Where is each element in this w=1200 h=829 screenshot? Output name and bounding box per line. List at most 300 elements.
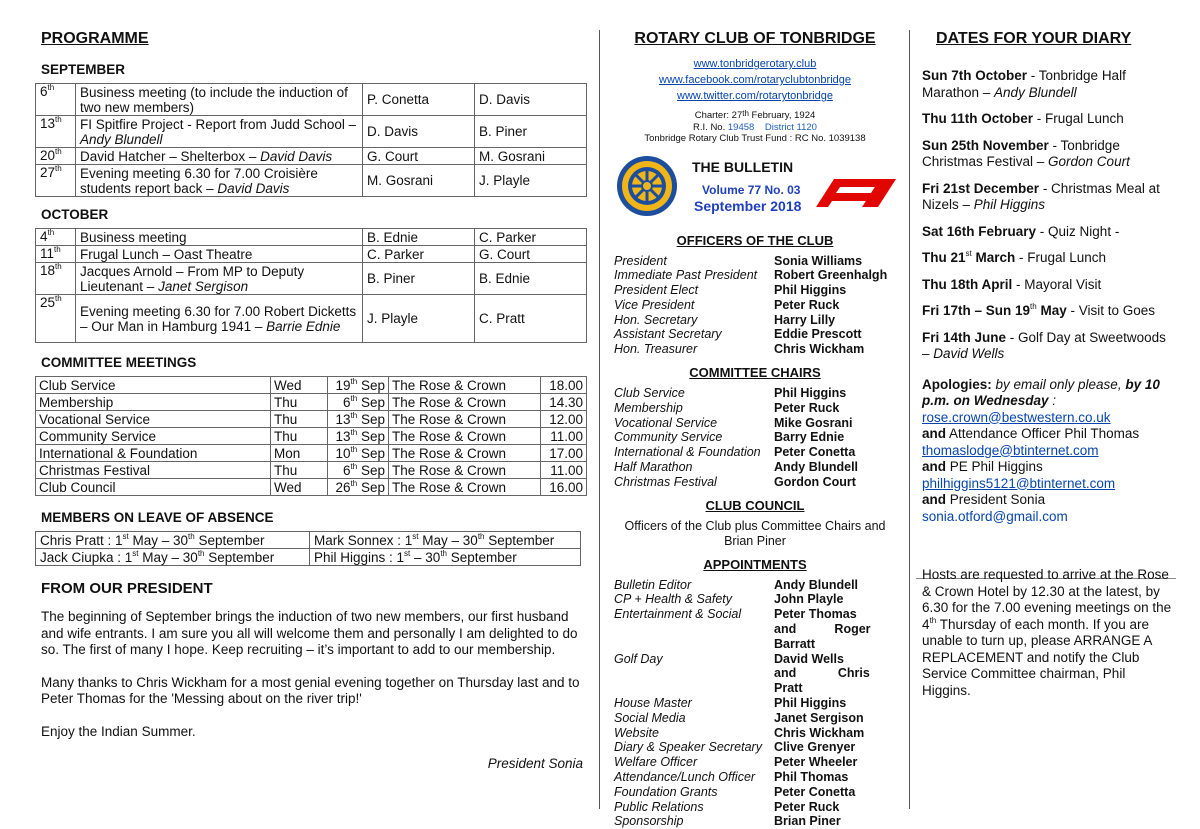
- table-row: [36, 549, 581, 566]
- leave-text: May – 30: [128, 532, 189, 548]
- event-cell: [76, 84, 363, 116]
- event-cell: [76, 263, 363, 295]
- meeting-venue: The Rose & Crown: [389, 479, 541, 496]
- diary-date: Sat 16th February: [922, 223, 1037, 239]
- table-row: [612, 342, 898, 357]
- trust-fund: Tonbridge Rotary Club Trust Fund : RC No. 1039138: [644, 133, 866, 144]
- leave-sup: st: [412, 531, 419, 541]
- person-name: Peter Ruck: [774, 400, 840, 415]
- diary-date: May: [1036, 303, 1067, 318]
- committee-name: Vocational Service: [36, 411, 271, 428]
- committee-name: Christmas Festival: [36, 462, 271, 479]
- role-label: Vocational Service: [614, 415, 718, 430]
- member-cell: M. Gosrani: [363, 165, 475, 197]
- leave-text: September: [204, 549, 275, 565]
- date-suffix: th: [350, 410, 358, 420]
- diary-text: - Tonbridge Half Marathon –: [922, 68, 1126, 100]
- date-suffix: th: [350, 427, 358, 437]
- role-label: Club Service: [614, 386, 685, 401]
- diary-date-sup: st: [965, 249, 972, 258]
- table-row: [36, 295, 587, 343]
- member-cell: C. Pratt: [475, 295, 587, 343]
- leave-sup: th: [188, 531, 195, 541]
- date-number: 26: [335, 479, 351, 495]
- member-cell: D. Davis: [363, 116, 475, 148]
- diary-person: Gordon Court: [1048, 154, 1130, 169]
- meeting-time: 12.00: [541, 411, 587, 428]
- table-row: [36, 479, 587, 496]
- table-row: [36, 84, 587, 116]
- date-cell: [36, 246, 76, 263]
- table-row: [36, 116, 587, 148]
- diary-text: - Visit to Goes: [1066, 303, 1156, 318]
- meeting-venue: The Rose & Crown: [389, 428, 541, 445]
- meeting-time: 18.00: [541, 377, 587, 394]
- person-name: Peter Ruck: [774, 799, 840, 814]
- leave-entry: [310, 549, 581, 566]
- table-row: [612, 386, 898, 401]
- person-name: Sonia Williams: [774, 253, 863, 268]
- ri-label: R.I. No.: [693, 121, 726, 133]
- club-title: ROTARY CLUB OF TONBRIDGE: [634, 30, 876, 47]
- charter-sup: th: [742, 109, 749, 118]
- table-row: [36, 377, 587, 394]
- leave-text: September: [484, 532, 555, 548]
- ri-number: 19458: [727, 121, 755, 133]
- person-name: Peter Thomas and Roger Barratt: [774, 607, 871, 651]
- day-suffix: th: [55, 262, 62, 271]
- diary-date: Fri 14th June: [922, 329, 1007, 345]
- email-text[interactable]: sonia.otford@gmail.com: [922, 508, 1068, 524]
- role-label: House Master: [614, 696, 692, 711]
- person-name: Peter Conetta: [774, 445, 856, 460]
- date-suffix: th: [350, 393, 358, 403]
- appointments-heading: APPOINTMENTS: [703, 556, 807, 572]
- event-text: Frugal Lunch – Oast Theatre: [80, 246, 253, 262]
- leave-sup: st: [122, 531, 129, 541]
- date-cell: [36, 116, 76, 148]
- date-month: Sep: [357, 462, 385, 478]
- table-row: [612, 445, 898, 460]
- event-cell: [76, 246, 363, 263]
- event-cell: [76, 295, 363, 343]
- member-cell: G. Court: [475, 246, 587, 263]
- day-suffix: th: [54, 245, 61, 254]
- club-council-heading: CLUB COUNCIL: [705, 497, 805, 513]
- day-number: 4: [40, 229, 48, 244]
- table-row: [36, 428, 587, 445]
- day-suffix: th: [55, 115, 62, 124]
- hosts-text: Thursday of each month. If you are unable to turn up, please ARRANGE A REPLACEMENT and notify the Club Service Committee chairman, Phil Higgins.: [922, 616, 1152, 698]
- person-name: Brian Piner: [774, 814, 841, 829]
- event-text: Evening meeting 6.30 for 7.00 Robert Dicketts – Our Man in Hamburg 1941 –: [80, 303, 357, 334]
- role-label: Community Service: [614, 430, 723, 445]
- role-label: Public Relations: [614, 799, 704, 814]
- charter-text: February, 1924: [748, 110, 816, 121]
- meeting-day: Mon: [271, 445, 328, 462]
- meeting-venue: The Rose & Crown: [389, 462, 541, 479]
- role-label: Christmas Festival: [614, 474, 717, 489]
- apologies-label: Apologies:: [922, 376, 992, 392]
- table-row: [612, 755, 898, 770]
- email-link[interactable]: thomaslodge@btinternet.com: [922, 442, 1099, 458]
- committee-name: Community Service: [36, 428, 271, 445]
- meeting-day: Thu: [271, 394, 328, 411]
- role-label: Website: [614, 725, 659, 740]
- committee-chairs-table: [612, 386, 898, 490]
- event-cell: [76, 116, 363, 148]
- person-name: Phil Higgins: [774, 696, 847, 711]
- table-row: [612, 800, 898, 815]
- member-cell: C. Parker: [363, 246, 475, 263]
- person-name: Phil Higgins: [774, 283, 847, 298]
- leave-text: Jack Ciupka : 1: [40, 549, 133, 565]
- committee-chairs-heading: COMMITTEE CHAIRS: [689, 365, 821, 381]
- rotary-wheel-logo-icon: [616, 155, 678, 217]
- committee-name: Club Council: [36, 479, 271, 496]
- speaker-name: David Davis: [260, 148, 333, 164]
- date-cell: [36, 229, 76, 246]
- table-row: [612, 430, 898, 445]
- role-label: Hon. Treasurer: [614, 342, 698, 357]
- diary-item: [922, 330, 1172, 363]
- leave-text: Chris Pratt : 1: [40, 532, 123, 548]
- table-row: [36, 445, 587, 462]
- day-suffix: th: [47, 228, 55, 237]
- twitter-link[interactable]: www.twitter.com/rotarytonbridge: [677, 90, 833, 102]
- club-council-text: Officers of the Club plus Committee Chairs and Brian Piner: [624, 518, 886, 548]
- diary-date: Thu 11th October: [922, 111, 1034, 126]
- person-name: Robert Greenhalgh: [774, 268, 888, 283]
- table-row: [612, 592, 898, 607]
- date-number: 10: [335, 445, 351, 461]
- day-number: 13: [40, 116, 56, 131]
- contact-text: President Sonia: [946, 492, 1046, 507]
- table-row: [612, 313, 898, 328]
- table-row: [612, 711, 898, 726]
- speaker-name: Barrie Ednie: [266, 318, 341, 334]
- middle-column: [612, 30, 898, 829]
- person-name: Phil Higgins: [774, 386, 847, 401]
- role-label: Assistant Secretary: [614, 327, 722, 342]
- president-paragraph: Many thanks to Chris Wickham for a most genial evening together on Thursday last and to Peter Thomas for the 'Messing about on the river trip!': [41, 674, 580, 706]
- role-label: Social Media: [614, 710, 686, 725]
- date-month: Sep: [357, 377, 385, 393]
- diary-text: - Mayoral Visit: [1012, 276, 1102, 292]
- club-links: [612, 56, 898, 104]
- leave-text: September: [446, 549, 517, 565]
- diary-text: - Frugal Lunch: [1033, 111, 1124, 126]
- website-link[interactable]: www.tonbridgerotary.club: [693, 58, 817, 70]
- day-number: 25: [40, 295, 56, 310]
- person-name: Peter Wheeler: [774, 755, 858, 770]
- diary-item: [922, 224, 1172, 241]
- role-label: Foundation Grants: [614, 784, 718, 799]
- officers-heading: OFFICERS OF THE CLUB: [676, 232, 834, 248]
- meeting-venue: The Rose & Crown: [389, 394, 541, 411]
- event-text: Jacques Arnold – From MP to Deputy Lieutenant –: [80, 263, 305, 294]
- diary-person: Andy Blundell: [994, 84, 1077, 100]
- apologies-block: [922, 377, 1172, 526]
- table-row: [612, 652, 898, 696]
- table-row: [36, 165, 587, 197]
- table-row: [612, 814, 898, 829]
- speaker-name: Janet Sergison: [158, 278, 249, 294]
- diary-text: - Frugal Lunch: [1015, 250, 1107, 265]
- person-name: Peter Ruck: [774, 297, 840, 312]
- meeting-day: Thu: [271, 411, 328, 428]
- meeting-date: [328, 411, 389, 428]
- meeting-venue: The Rose & Crown: [389, 411, 541, 428]
- person-name: Chris Wickham: [774, 342, 865, 357]
- table-row: [612, 770, 898, 785]
- member-cell: B. Piner: [363, 263, 475, 295]
- hosts-text: Hosts are requested to arrive at the Rose & Crown Hotel by 12.30 at the latest, by 6.30 for the 7.00 evening meetings on the 4: [922, 567, 1172, 632]
- date-month: Sep: [357, 411, 385, 427]
- speaker-name: Andy Blundell: [80, 131, 163, 147]
- role-label: International & Foundation: [614, 445, 761, 460]
- and-label: and: [922, 459, 947, 474]
- date-cell: [36, 165, 76, 197]
- diary-date: Fri 21st December: [922, 180, 1040, 196]
- and-label: and: [922, 426, 947, 441]
- table-row: [612, 785, 898, 800]
- table-row: [612, 740, 898, 755]
- and-label: and: [922, 492, 947, 507]
- date-number: 13: [335, 411, 351, 427]
- diary-person: Phil Higgins: [973, 197, 1046, 212]
- diary-text: - Tonbridge Christmas Festival –: [922, 137, 1120, 169]
- meeting-date: [328, 462, 389, 479]
- table-row: [36, 462, 587, 479]
- date-number: 13: [335, 428, 351, 444]
- officers-table: [612, 254, 898, 358]
- speaker-name: David Davis: [217, 180, 290, 196]
- committee-meetings-heading: COMMITTEE MEETINGS: [41, 355, 197, 370]
- column-divider: [599, 30, 600, 809]
- email-link[interactable]: philhiggins5121@btinternet.com: [922, 475, 1116, 491]
- diary-text: - Christmas Meal at Nizels –: [922, 180, 1160, 212]
- day-number: 6: [40, 84, 48, 99]
- role-label: Golf Day: [614, 651, 663, 666]
- committee-name: Club Service: [36, 377, 271, 394]
- member-cell: G. Court: [363, 148, 475, 165]
- day-number: 18: [40, 263, 56, 278]
- role-label: Half Marathon: [614, 460, 693, 475]
- table-row: [612, 283, 898, 298]
- leave-text: May – 30: [418, 532, 478, 548]
- bulletin-month: September 2018: [694, 197, 802, 214]
- district: District 1120: [764, 121, 817, 133]
- day-number: 20: [40, 148, 56, 163]
- meeting-venue: The Rose & Crown: [389, 445, 541, 462]
- day-number: 11: [40, 246, 55, 261]
- leave-text: Phil Higgins : 1: [314, 549, 405, 565]
- role-label: Vice President: [614, 297, 695, 312]
- role-label: Attendance/Lunch Officer: [614, 770, 756, 785]
- role-label: Sponsorship: [614, 814, 684, 829]
- leave-entry: [310, 532, 581, 549]
- hosts-sup: th: [929, 615, 937, 625]
- meeting-date: [328, 445, 389, 462]
- member-cell: B. Ednie: [475, 263, 587, 295]
- role-label: Entertainment & Social: [614, 607, 742, 622]
- committee-name: International & Foundation: [36, 445, 271, 462]
- person-name: Mike Gosrani: [774, 415, 853, 430]
- meeting-time: 11.00: [541, 428, 587, 445]
- meeting-day: Thu: [271, 462, 328, 479]
- event-cell: [76, 229, 363, 246]
- october-heading: OCTOBER: [41, 207, 109, 222]
- table-row: [612, 696, 898, 711]
- table-row: [612, 460, 898, 475]
- event-cell: [76, 148, 363, 165]
- table-row: [36, 263, 587, 295]
- person-name: Eddie Prescott: [774, 327, 862, 342]
- person-name: Andy Blundell: [774, 577, 859, 592]
- date-suffix: th: [350, 461, 358, 471]
- leave-entry: [36, 532, 310, 549]
- day-suffix: th: [47, 83, 55, 92]
- date-cell: [36, 148, 76, 165]
- day-number: 27: [40, 165, 56, 180]
- right-column: [922, 30, 1172, 699]
- table-row: [36, 148, 587, 165]
- diary-date: March: [971, 250, 1016, 265]
- date-month: Sep: [357, 479, 385, 495]
- date-number: 6: [343, 394, 351, 410]
- president-message: [35, 580, 587, 771]
- role-label: Bulletin Editor: [614, 577, 692, 592]
- diary-list: [922, 68, 1172, 363]
- member-cell: B. Piner: [475, 116, 587, 148]
- leave-sup: st: [404, 548, 411, 558]
- diary-date-sup: th: [1030, 302, 1037, 311]
- meeting-time: 16.00: [541, 479, 587, 496]
- leave-entry: [36, 549, 310, 566]
- meeting-day: Thu: [271, 428, 328, 445]
- bulletin-volume: Volume 77 No. 03: [702, 182, 801, 197]
- day-suffix: th: [55, 294, 62, 303]
- october-programme-table: [35, 228, 587, 343]
- table-row: [36, 246, 587, 263]
- leave-text: – 30: [410, 549, 441, 565]
- person-name: Janet Sergison: [774, 710, 864, 725]
- person-name: John Playle: [774, 592, 844, 607]
- meeting-date: [328, 479, 389, 496]
- diary-item: [922, 277, 1172, 294]
- diary-item: [922, 250, 1172, 267]
- person-name: Clive Grenyer: [774, 740, 856, 755]
- table-row: [612, 401, 898, 416]
- date-number: 19: [335, 377, 351, 393]
- apologies-text: by email only please,: [991, 376, 1126, 392]
- leave-of-absence-table: [35, 531, 581, 566]
- event-text: Evening meeting 6.30 for 7.00 Croisière students report back –: [80, 165, 318, 196]
- diary-date: Thu 18th April: [922, 276, 1013, 292]
- leave-text: Mark Sonnex : 1: [314, 532, 413, 548]
- role-label: President Elect: [614, 283, 699, 298]
- table-row: [36, 411, 587, 428]
- president-paragraph: The beginning of September brings the induction of two new members, our first husband and wife entrants. I am sure you all will welcome them and personally I am delighted to do so. The first of many I hope. Keep recruiting – it’s important to add to our membership.: [41, 609, 578, 657]
- f1-logo-icon: [812, 171, 902, 211]
- diary-date: Fri 17th – Sun 19: [922, 303, 1031, 318]
- table-row: [612, 726, 898, 741]
- person-name: Barry Ednie: [774, 430, 845, 445]
- person-name: Andy Blundell: [774, 460, 859, 475]
- september-heading: SEPTEMBER: [41, 62, 126, 77]
- role-label: Diary & Speaker Secretary: [614, 740, 762, 755]
- day-suffix: th: [55, 164, 62, 173]
- member-cell: C. Parker: [475, 229, 587, 246]
- leave-of-absence-heading: MEMBERS ON LEAVE OF ABSENCE: [41, 510, 274, 525]
- committee-name: Membership: [36, 394, 271, 411]
- contact-text: PE Phil Higgins: [946, 459, 1043, 474]
- date-month: Sep: [357, 394, 385, 410]
- person-name: Chris Wickham: [774, 725, 865, 740]
- meeting-time: 17.00: [541, 445, 587, 462]
- date-month: Sep: [357, 445, 385, 461]
- role-label: Welfare Officer: [614, 755, 698, 770]
- table-row: [612, 254, 898, 269]
- table-row: [612, 607, 898, 651]
- leave-sup: th: [440, 548, 447, 558]
- date-cell: [36, 263, 76, 295]
- date-suffix: th: [350, 478, 358, 488]
- diary-heading: DATES FOR YOUR DIARY: [936, 30, 1132, 47]
- email-link[interactable]: rose.crown@bestwestern.co.uk: [922, 409, 1111, 425]
- leave-text: September: [194, 532, 265, 548]
- charter-text: Charter: 27: [694, 110, 743, 121]
- member-cell: J. Playle: [363, 295, 475, 343]
- bulletin-header: [612, 151, 898, 227]
- meeting-time: 11.00: [541, 462, 587, 479]
- table-row: [36, 229, 587, 246]
- person-name: Harry Lilly: [774, 312, 836, 327]
- role-label: President: [614, 253, 667, 268]
- appointments-table: [612, 578, 898, 829]
- september-programme-table: [35, 83, 587, 197]
- diary-date: Sun 7th October: [922, 68, 1028, 83]
- meeting-venue: The Rose & Crown: [389, 377, 541, 394]
- event-text: FI Spitfire Project - Report from Judd School –: [80, 116, 357, 132]
- facebook-link[interactable]: www.facebook.com/rotaryclubtonbridge: [659, 74, 851, 86]
- date-suffix: th: [350, 444, 358, 454]
- diary-item: [922, 181, 1172, 214]
- role-label: Membership: [614, 400, 683, 415]
- table-row: [612, 416, 898, 431]
- person-name: David Wells and Chris Pratt: [774, 651, 870, 696]
- bulletin-title: THE BULLETIN: [692, 158, 794, 175]
- table-row: [36, 532, 581, 549]
- member-cell: B. Ednie: [363, 229, 475, 246]
- event-text: David Hatcher – Shelterbox –: [80, 148, 261, 164]
- role-label: Immediate Past President: [614, 268, 758, 283]
- table-row: [612, 298, 898, 313]
- apologies-colon: :: [1048, 393, 1057, 408]
- leave-text: May – 30: [138, 549, 198, 565]
- event-cell: [76, 165, 363, 197]
- president-heading: FROM OUR PRESIDENT: [41, 580, 213, 597]
- member-cell: J. Playle: [475, 165, 587, 197]
- role-label: Hon. Secretary: [614, 312, 698, 327]
- column-divider: [909, 30, 910, 809]
- meeting-date: [328, 394, 389, 411]
- diary-item: [922, 138, 1172, 171]
- president-signature: President Sonia: [487, 756, 583, 771]
- leave-sup: th: [477, 531, 485, 541]
- hosts-notice: [922, 567, 1172, 699]
